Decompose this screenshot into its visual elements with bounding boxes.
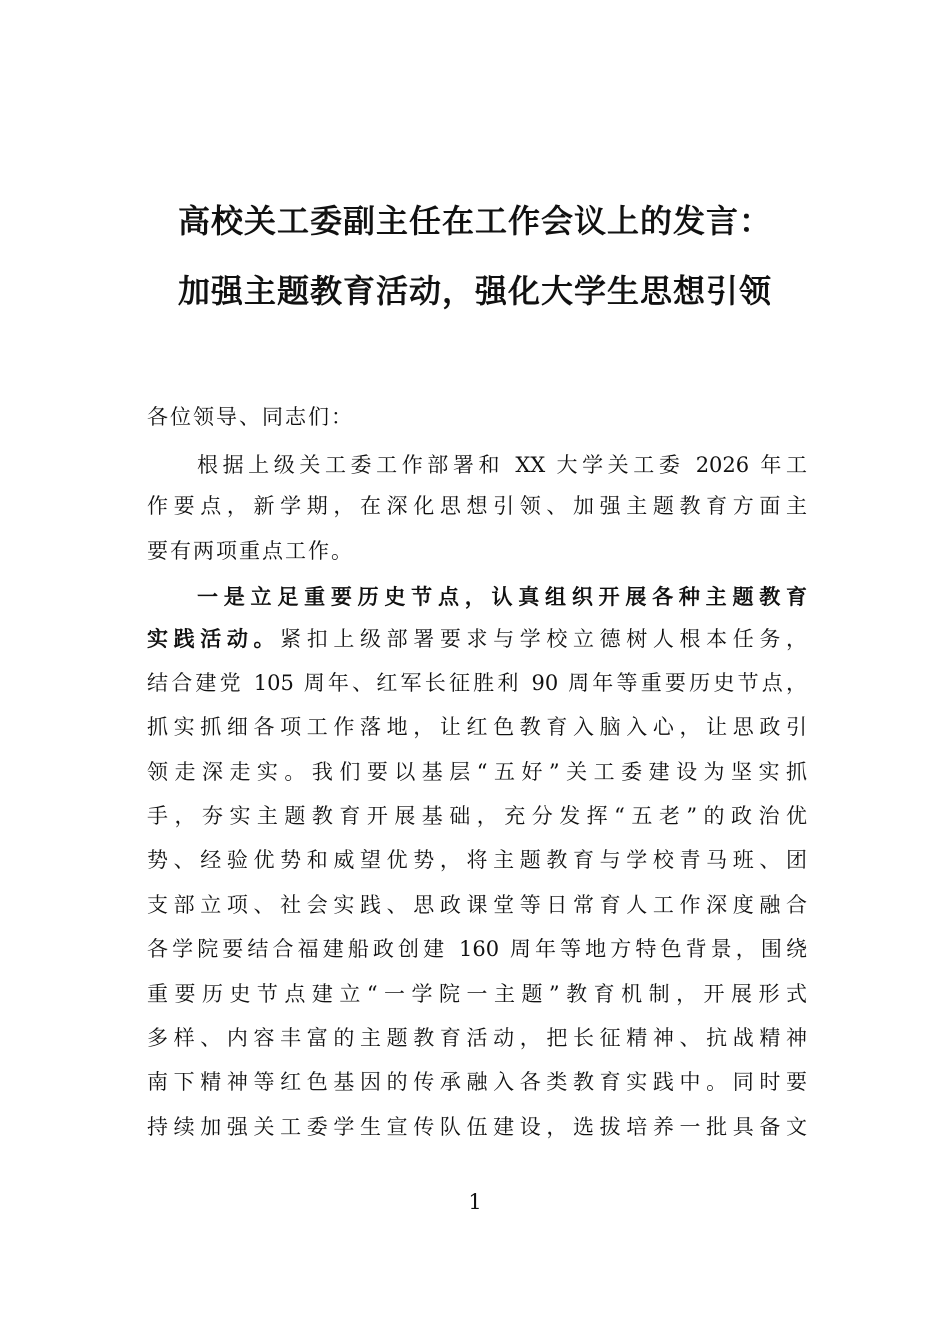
paragraph-2-line-1	[147, 624, 807, 654]
paragraph-2-line-5: 手，夯实主题教育开展基础，充分发挥“五老”的政治优	[147, 804, 807, 828]
paragraph-2-line-4: 领走深走实。我们要以基层“五好”关工委建设为坚实抓	[147, 760, 807, 784]
salutation: 各位领导、同志们：	[147, 405, 354, 429]
paragraph-1-line-3: 要有两项重点工作。	[147, 539, 354, 563]
paragraph-2-line-2: 结合建党 105 周年、红军长征胜利 90 周年等重要历史节点，	[147, 671, 807, 695]
paragraph-1-line-2: 作要点，新学期，在深化思想引领、加强主题教育方面主	[147, 494, 807, 518]
paragraph-2-line-12: 持续加强关工委学生宣传队伍建设，选拔培养一批具备文	[147, 1115, 807, 1139]
paragraph-2-heading-bold-1: 一是立足重要历史节点，认真组织开展各种主题教育	[197, 585, 807, 609]
paragraph-2-line-3: 抓实抓细各项工作落地，让红色教育入脑入心，让思政引	[147, 715, 807, 739]
paragraph-2-line-10: 多样、内容丰富的主题教育活动，把长征精神、抗战精神	[147, 1026, 807, 1050]
paragraph-2-heading-line-1	[197, 582, 807, 612]
document-title-line-2: 加强主题教育活动，强化大学生思想引领	[177, 272, 772, 310]
paragraph-1-line-1: 根据上级关工委工作部署和 XX 大学关工委 2026 年工	[197, 453, 807, 477]
paragraph-2-line-1-text: 紧扣上级部署要求与学校立德树人根本任务，	[280, 627, 807, 651]
paragraph-2-line-11: 南下精神等红色基因的传承融入各类教育实践中。同时要	[147, 1070, 807, 1094]
paragraph-2-line-8: 各学院要结合福建船政创建 160 周年等地方特色背景，围绕	[147, 937, 807, 961]
paragraph-2-heading-bold-2: 实践活动。	[147, 627, 281, 651]
paragraph-2-line-9: 重要历史节点建立“一学院一主题”教育机制，开展形式	[147, 982, 807, 1006]
paragraph-2-line-6: 势、经验优势和威望优势，将主题教育与学校青马班、团	[147, 848, 807, 872]
document-title-line-1: 高校关工委副主任在工作会议上的发言：	[177, 202, 772, 240]
paragraph-2-line-7: 支部立项、社会实践、思政课堂等日常育人工作深度融合	[147, 893, 807, 917]
page-number: 1	[468, 1190, 482, 1214]
